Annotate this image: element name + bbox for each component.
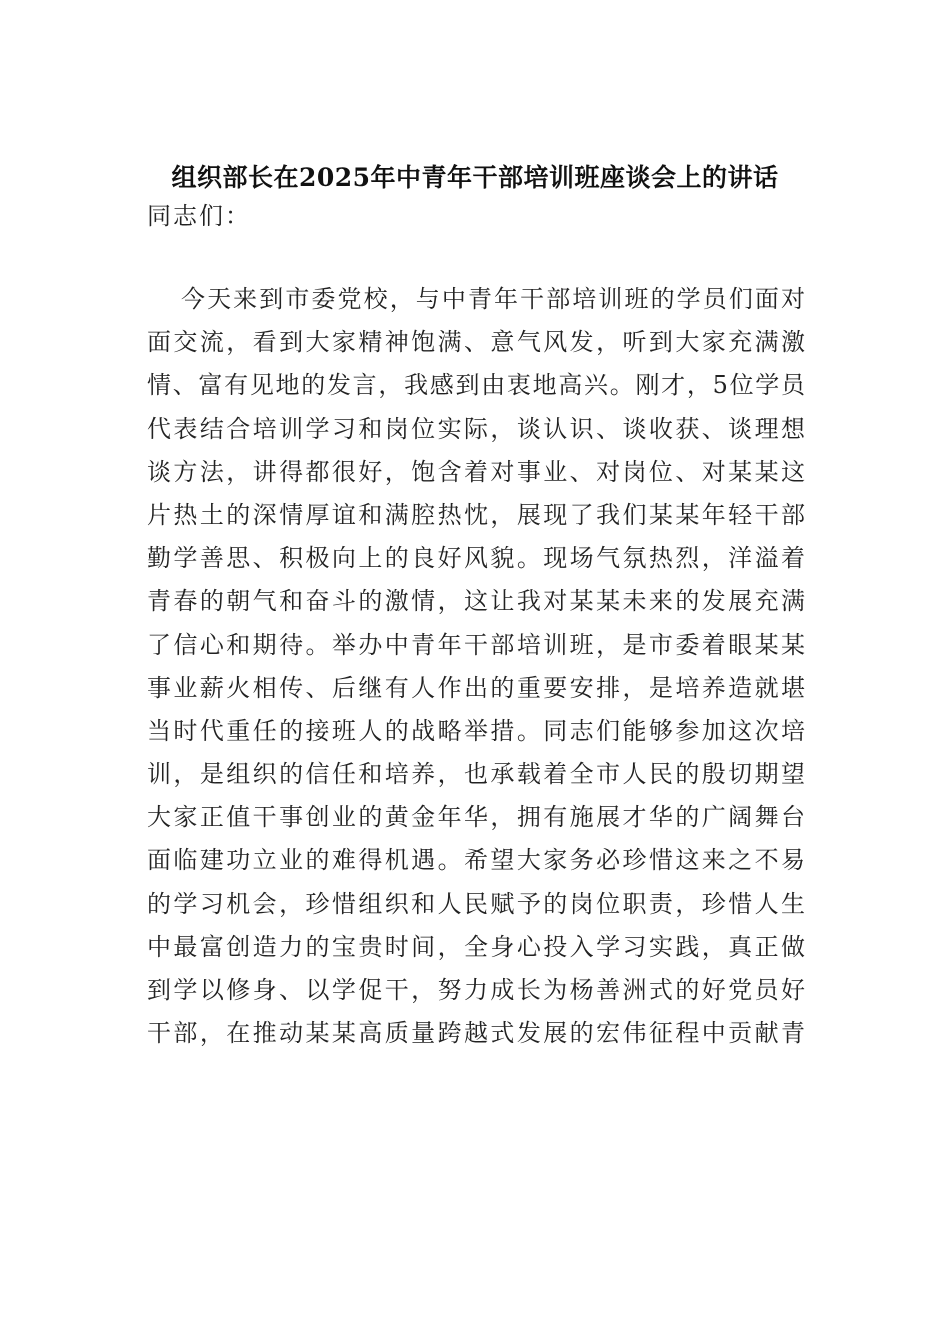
text-line: 青春的朝气和奋斗的激情，这让我对某某未来的发展充满 xyxy=(147,587,805,616)
text-line: 勤学善思、积极向上的良好风貌。现场气氛热烈，洋溢着 xyxy=(147,544,805,573)
text-line: 谈方法，讲得都很好，饱含着对事业、对岗位、对某某这 xyxy=(147,457,805,486)
body-paragraph xyxy=(147,278,805,1055)
text-line: 面交流，看到大家精神饱满、意气风发，听到大家充满激 xyxy=(147,328,805,357)
text-line: 中最富创造力的宝贵时间，全身心投入学习实践，真正做 xyxy=(147,932,805,961)
text-line: 的学习机会，珍惜组织和人民赋予的岗位职责，珍惜人生 xyxy=(147,889,805,918)
greeting: 同志们： xyxy=(147,202,251,230)
text-line: 代表结合培训学习和岗位实际，谈认识、谈收获、谈理想 xyxy=(147,414,805,443)
text-line: 到学以修身、以学促干，努力成长为杨善洲式的好党员好 xyxy=(147,976,805,1004)
text-line: 事业薪火相传、后继有人作出的重要安排，是培养造就堪 xyxy=(147,673,805,702)
text-line: 当时代重任的接班人的战略举措。同志们能够参加这次培 xyxy=(147,716,805,745)
text-line: 了信心和期待。举办中青年干部培训班，是市委着眼某某 xyxy=(147,630,805,659)
document-title: 组织部长在2025年中青年干部培训班座谈会上的讲话 xyxy=(171,163,779,192)
text-line: 面临建功立业的难得机遇。希望大家务必珍惜这来之不易 xyxy=(147,846,805,875)
text-line: 今天来到市委党校，与中青年干部培训班的学员们面对 xyxy=(181,285,805,313)
text-line: 片热土的深情厚谊和满腔热忱，展现了我们某某年轻干部 xyxy=(147,500,805,529)
text-line: 训，是组织的信任和培养，也承载着全市人民的殷切期望 xyxy=(147,760,805,789)
text-line: 大家正值干事创业的黄金年华，拥有施展才华的广阔舞台 xyxy=(147,803,805,832)
text-line: 情、富有见地的发言，我感到由衷地高兴。刚才，5位学员 xyxy=(147,371,805,400)
text-line: 干部，在推动某某高质量跨越式发展的宏伟征程中贡献青 xyxy=(147,1019,805,1048)
